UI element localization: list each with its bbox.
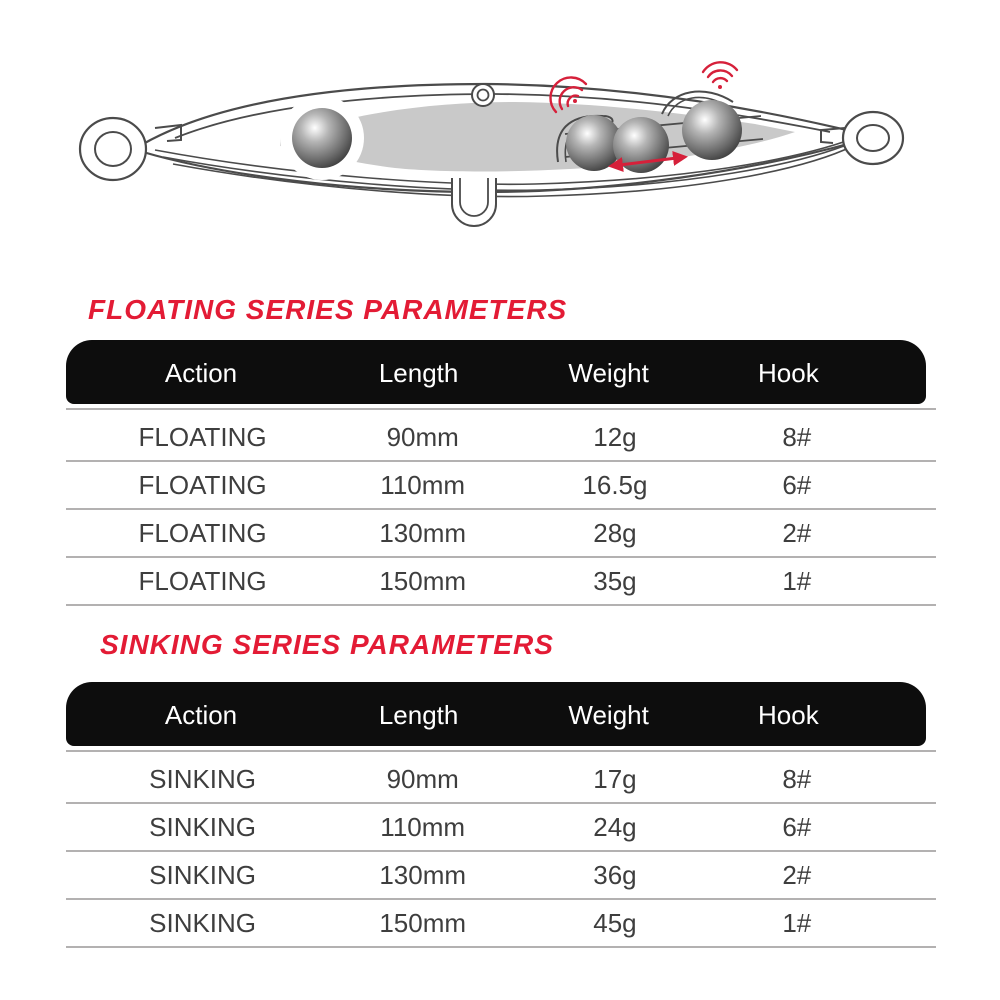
table-row <box>66 804 936 852</box>
table-cell: 35g <box>593 565 637 596</box>
table-cell: 150mm <box>379 907 467 938</box>
column-header-hook: Hook <box>758 357 819 388</box>
table-cell: 90mm <box>386 763 459 794</box>
table-cell: 8# <box>782 763 812 794</box>
table-row <box>66 462 936 510</box>
top-ring-inner <box>478 90 489 101</box>
table-row <box>66 510 936 558</box>
table-cell: 28g <box>593 517 637 548</box>
table-cell: 150mm <box>379 565 467 596</box>
lure-diagram <box>55 58 945 230</box>
column-header-length: Length <box>378 699 459 730</box>
table-cell: SINKING <box>149 763 257 794</box>
table-cell: FLOATING <box>138 421 267 452</box>
hook-hanger-inner <box>460 178 488 216</box>
table-cell: FLOATING <box>138 565 267 596</box>
column-header-weight: Weight <box>568 357 649 388</box>
table-cell: SINKING <box>149 811 257 842</box>
table-cell: FLOATING <box>138 517 267 548</box>
weight-ball-rear <box>682 100 742 160</box>
table-cell: 6# <box>782 469 812 500</box>
table-cell: 1# <box>782 565 812 596</box>
table-cell: 2# <box>782 859 812 890</box>
column-header-weight: Weight <box>568 699 649 730</box>
column-header-action: Action <box>164 699 238 730</box>
table-row <box>66 900 936 948</box>
sinking-table-header <box>66 682 926 746</box>
sinking-table <box>66 682 936 948</box>
table-cell: 16.5g <box>582 469 648 500</box>
floating-table-rows <box>66 410 936 606</box>
table-cell: SINKING <box>149 859 257 890</box>
column-header-length: Length <box>378 357 459 388</box>
table-cell: 36g <box>593 859 637 890</box>
table-cell: 130mm <box>379 859 467 890</box>
table-cell: FLOATING <box>138 469 267 500</box>
floating-table-header <box>66 340 926 404</box>
table-cell: 6# <box>782 811 812 842</box>
table-cell: 90mm <box>386 421 459 452</box>
table-cell: 130mm <box>379 517 467 548</box>
table-row <box>66 852 936 900</box>
table-cell: 24g <box>593 811 637 842</box>
sinking-section-title: SINKING SERIES PARAMETERS <box>100 629 554 660</box>
sinking-table-rows <box>66 752 936 948</box>
table-row <box>66 414 936 462</box>
table-cell: 17g <box>593 763 637 794</box>
rear-eyelet-inner <box>857 125 889 151</box>
table-cell: 2# <box>782 517 812 548</box>
table-cell: 45g <box>593 907 637 938</box>
table-cell: 8# <box>782 421 812 452</box>
table-cell: 110mm <box>380 811 466 842</box>
column-header-hook: Hook <box>758 699 819 730</box>
table-cell: 110mm <box>380 469 466 500</box>
table-cell: 12g <box>593 421 637 452</box>
vibration-icon <box>703 62 737 89</box>
front-eyelet-inner <box>95 132 131 166</box>
floating-table <box>66 340 936 606</box>
table-cell: SINKING <box>149 907 257 938</box>
table-row <box>66 558 936 606</box>
table-cell: 1# <box>782 907 812 938</box>
table-row <box>66 756 936 804</box>
column-header-action: Action <box>164 357 238 388</box>
weight-ball-front <box>292 108 352 168</box>
floating-section-title: FLOATING SERIES PARAMETERS <box>88 294 568 325</box>
